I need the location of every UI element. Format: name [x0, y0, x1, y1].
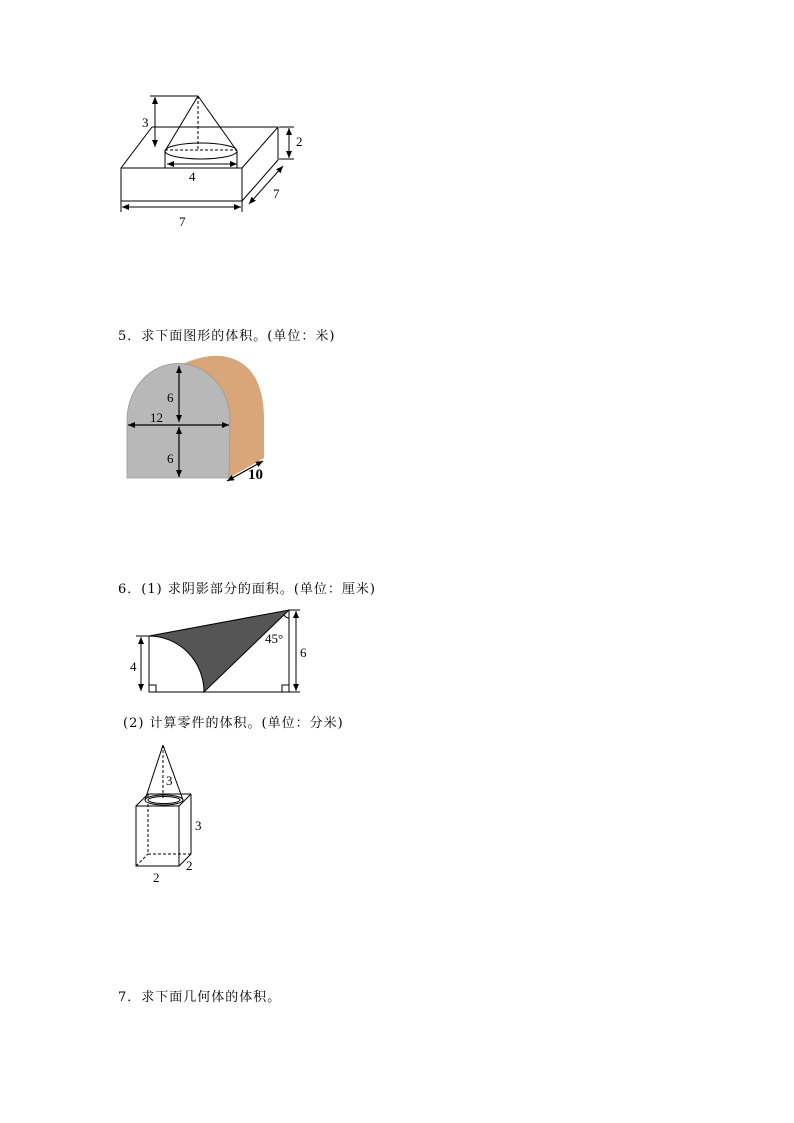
- box-width-label: 7: [179, 214, 186, 229]
- arch-width-label: 12: [150, 410, 163, 425]
- question-7-number: 7．: [118, 990, 142, 1005]
- question-6-part1-text: (1) 求阴影部分的面积。(单位：厘米): [141, 582, 376, 597]
- left-height-label: 4: [130, 659, 137, 674]
- prism-depth-label: 2: [186, 858, 193, 873]
- cone-height-label-2: 3: [166, 773, 173, 788]
- cone-on-cuboid-figure: [108, 88, 318, 233]
- cone-diameter-label: 4: [189, 169, 196, 184]
- arch-depth-label: 10: [248, 467, 263, 483]
- box-height-label: 2: [296, 134, 303, 149]
- shaded-region: [149, 610, 289, 692]
- question-6-number: 6．: [118, 582, 142, 597]
- question-6-part2-text: (2) 计算零件的体积。(单位：分米): [123, 716, 344, 731]
- shaded-area-figure: [125, 600, 315, 700]
- question-6: [118, 578, 376, 597]
- arch-bottom-label: 6: [167, 451, 174, 466]
- prism-width-label: 2: [153, 870, 160, 885]
- question-6-part2: [123, 712, 344, 731]
- question-5: [118, 325, 335, 344]
- question-7: [118, 986, 281, 1005]
- angle-label: 45°: [265, 631, 284, 646]
- arch-prism-figure: [120, 350, 280, 490]
- cone-on-prism-figure: [125, 740, 220, 890]
- right-height-label: 6: [300, 645, 307, 660]
- cone-height-label: 3: [142, 115, 149, 130]
- box-depth-label: 7: [273, 186, 280, 201]
- question-7-text: 求下面几何体的体积。: [141, 990, 282, 1005]
- question-5-text: 求下面图形的体积。(单位：米): [141, 329, 336, 344]
- question-5-number: 5．: [118, 329, 142, 344]
- arch-top-label: 6: [167, 390, 174, 405]
- prism-height-label: 3: [195, 818, 202, 833]
